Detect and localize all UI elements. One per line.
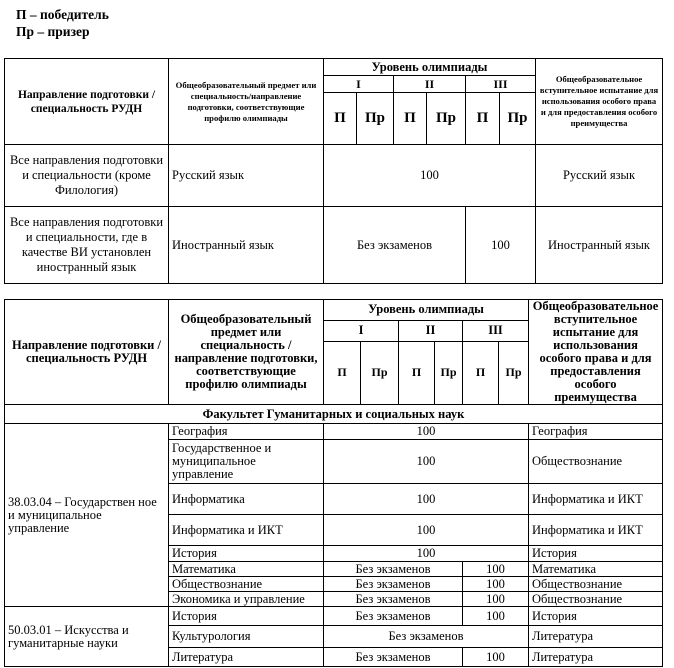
row-exam: Иностранный язык <box>536 207 663 284</box>
table-row <box>5 607 663 626</box>
legend-prize: Пр – призер <box>16 24 90 39</box>
row-exam: География <box>529 424 663 440</box>
header-pr: Пр <box>357 93 394 145</box>
header-level-2: II <box>394 76 466 93</box>
row-exam: Обществознание <box>529 440 663 484</box>
row-value: 100 <box>324 484 529 515</box>
row-value: 100 <box>324 424 529 440</box>
row-exam: Литература <box>529 626 663 648</box>
group-direction: 38.03.04 – Государствен ное и муниципальное управление <box>5 424 169 607</box>
olympiad-table-faculty <box>4 299 663 667</box>
header-p: П <box>394 93 427 145</box>
row-exam: Литература <box>529 648 663 667</box>
row-no-exam: Без экзаменов <box>324 207 466 284</box>
header-subject: Общеобразовательный предмет или специальность/направление подготовки, соответствующие профилю олимпиады <box>169 59 324 145</box>
row-exam: Математика <box>529 562 663 577</box>
row-value: 100 <box>324 145 536 207</box>
row-value: 100 <box>324 515 529 546</box>
row-direction: Все направления подготовки и специальности (кроме Филология) <box>5 145 169 207</box>
header-subject: Общеобразовательный предмет или специальность / направление подготовки, соответствующие профилю олимпиады <box>169 300 324 405</box>
row-subject: История <box>169 607 324 626</box>
header-pr: Пр <box>435 341 463 405</box>
row-subject: Экономика и управление <box>169 592 324 607</box>
table-row <box>5 424 663 440</box>
row-exam: Обществознание <box>529 577 663 592</box>
row-no-exam: Без экзаменов <box>324 577 463 592</box>
legend-winner: П – победитель <box>16 7 109 22</box>
header-p: П <box>399 341 435 405</box>
header-level-1: I <box>324 76 394 93</box>
row-no-exam: Без экзаменов <box>324 592 463 607</box>
row-subject: Русский язык <box>169 145 324 207</box>
row-subject: История <box>169 546 324 562</box>
row-exam: История <box>529 546 663 562</box>
row-subject: Информатика <box>169 484 324 515</box>
row-exam: Информатика и ИКТ <box>529 484 663 515</box>
header-exam: Общеобразовательное вступительное испытание для использования особого права и для предоставления особого преимущества <box>536 59 663 145</box>
row-subject: Математика <box>169 562 324 577</box>
row-subject: География <box>169 424 324 440</box>
legend <box>16 6 109 40</box>
header-pr: Пр <box>427 93 466 145</box>
header-level: Уровень олимпиады <box>324 300 529 321</box>
header-p: П <box>324 341 361 405</box>
header-p: П <box>463 341 499 405</box>
header-exam: Общеобразовательное вступительное испытание для использования особого права и для предоставления особого преимущества <box>529 300 663 405</box>
row-value: 100 <box>463 648 529 667</box>
header-pr: Пр <box>499 341 529 405</box>
group-direction: 50.03.01 – Искусства и гуманитарные науки <box>5 607 169 667</box>
header-p: П <box>324 93 357 145</box>
header-direction: Направление подготовки / специальность РУДН <box>5 300 169 405</box>
faculty-title: Факультет Гуманитарных и социальных наук <box>5 405 663 424</box>
row-subject: Государственное и муниципальное управление <box>169 440 324 484</box>
header-level-1: I <box>324 320 399 341</box>
row-no-exam: Без экзаменов <box>324 626 529 648</box>
row-value: 100 <box>463 562 529 577</box>
row-value: 100 <box>324 546 529 562</box>
row-no-exam: Без экзаменов <box>324 648 463 667</box>
table-row <box>5 207 663 284</box>
header-p: П <box>466 93 500 145</box>
row-value: 100 <box>463 607 529 626</box>
row-exam: Русский язык <box>536 145 663 207</box>
row-exam: История <box>529 607 663 626</box>
header-level-3: III <box>463 320 529 341</box>
row-value: 100 <box>463 577 529 592</box>
header-level-2: II <box>399 320 463 341</box>
olympiad-table-general <box>4 58 663 284</box>
row-subject: Информатика и ИКТ <box>169 515 324 546</box>
header-direction: Направление подготовки / специальность РУДН <box>5 59 169 145</box>
row-no-exam: Без экзаменов <box>324 562 463 577</box>
row-subject: Культурология <box>169 626 324 648</box>
header-level-3: III <box>466 76 536 93</box>
header-level: Уровень олимпиады <box>324 59 536 76</box>
row-subject: Иностранный язык <box>169 207 324 284</box>
row-value: 100 <box>463 592 529 607</box>
row-subject: Литература <box>169 648 324 667</box>
row-no-exam: Без экзаменов <box>324 607 463 626</box>
row-exam: Информатика и ИКТ <box>529 515 663 546</box>
row-value: 100 <box>324 440 529 484</box>
row-direction: Все направления подготовки и специальности, где в качестве ВИ установлен иностранный язык <box>5 207 169 284</box>
header-pr: Пр <box>500 93 536 145</box>
row-value: 100 <box>466 207 536 284</box>
row-subject: Обществознание <box>169 577 324 592</box>
row-exam: Обществознание <box>529 592 663 607</box>
table-row <box>5 145 663 207</box>
header-pr: Пр <box>361 341 399 405</box>
